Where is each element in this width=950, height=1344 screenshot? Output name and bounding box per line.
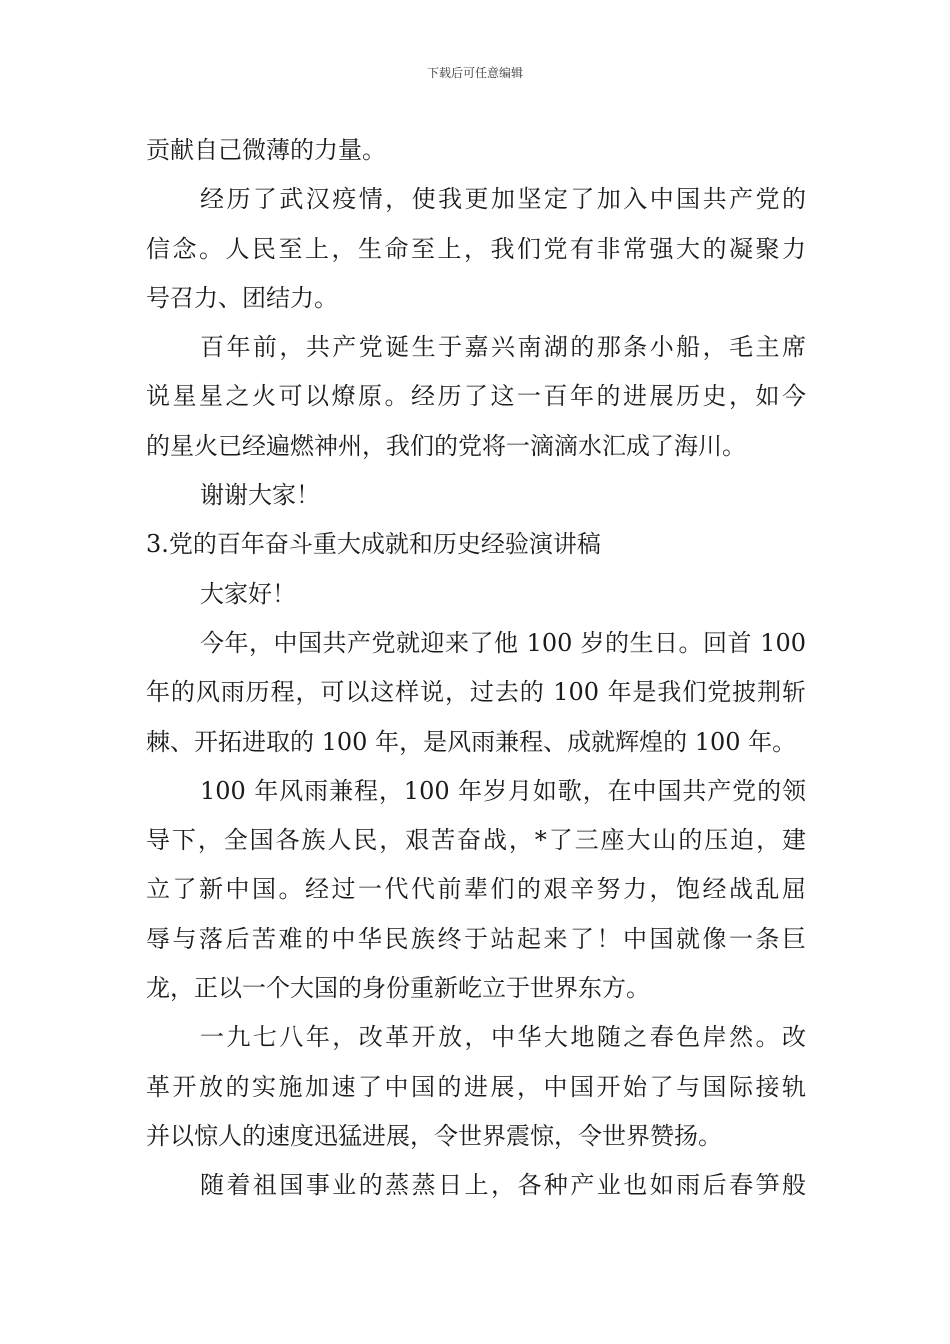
section-heading: 3.党的百年奋斗重大成就和历史经验演讲稿 xyxy=(146,530,601,559)
text-line: 辱与落后苦难的中华民族终于站起来了！中国就像一条巨 xyxy=(146,924,806,953)
text-line: 立了新中国。经过一代代前辈们的艰辛努力，饱经战乱屈 xyxy=(146,875,806,904)
document-body xyxy=(146,126,806,1211)
text-line: 随着祖国事业的蒸蒸日上，各种产业也如雨后春笋般 xyxy=(200,1171,806,1200)
text-line: 贡献自己微薄的力量。 xyxy=(146,136,386,164)
text-line: 经历了武汉疫情，使我更加坚定了加入中国共产党的 xyxy=(200,185,806,214)
text-line: 棘、开拓进取的 100 年，是风雨兼程、成就辉煌的 100 年。 xyxy=(146,727,797,756)
text-line: 年的风雨历程，可以这样说，过去的 100 年是我们党披荆斩 xyxy=(146,678,806,707)
page-header: 下载后可任意编辑 xyxy=(426,66,523,80)
text-line: 导下，全国各族人民，艰苦奋战，*了三座大山的压迫，建 xyxy=(146,826,806,855)
text-line: 谢谢大家！ xyxy=(200,481,320,510)
text-line: 今年，中国共产党就迎来了他 100 岁的生日。回首 100 xyxy=(200,628,806,657)
text-line: 百年前，共产党诞生于嘉兴南湖的那条小船，毛主席 xyxy=(200,333,806,362)
text-line: 说星星之火可以燎原。经历了这一百年的进展历史，如今 xyxy=(146,382,806,411)
text-line: 100 年风雨兼程，100 年岁月如歌，在中国共产党的领 xyxy=(200,776,806,805)
text-line: 一九七八年，改革开放，中华大地随之春色岸然。改 xyxy=(200,1023,806,1052)
text-line: 号召力、团结力。 xyxy=(146,283,338,312)
text-line: 革开放的实施加速了中国的进展，中国开始了与国际接轨 xyxy=(146,1072,806,1101)
text-line: 的星火已经遍燃神州，我们的党将一滴滴水汇成了海川。 xyxy=(146,431,746,460)
text-line: 龙，正以一个大国的身份重新屹立于世界东方。 xyxy=(146,974,650,1003)
text-line: 大家好！ xyxy=(200,579,296,608)
text-line: 信念。人民至上，生命至上，我们党有非常强大的凝聚力 xyxy=(146,234,806,263)
text-line: 并以惊人的速度迅猛进展，令世界震惊，令世界赞扬。 xyxy=(146,1121,722,1150)
